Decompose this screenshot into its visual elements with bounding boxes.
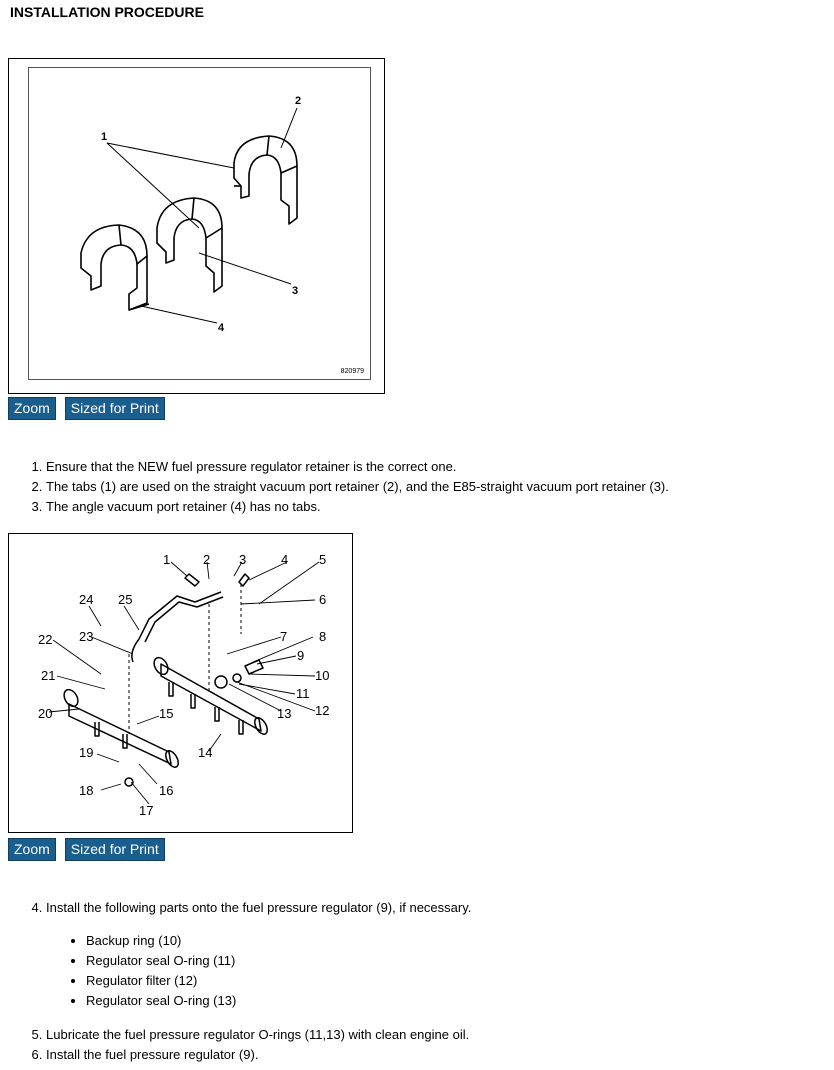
callout-4: 4 — [218, 322, 225, 334]
steps-list-3 — [8, 1025, 469, 1065]
step-6: 6. Install the fuel pressure regulator (9). — [46, 1045, 469, 1065]
callout-7: 7 — [280, 629, 288, 644]
callout-2: 2 — [203, 552, 211, 567]
callout-2: 2 — [295, 95, 302, 107]
callout-5: 5 — [319, 552, 327, 567]
callout-4: 4 — [281, 552, 289, 567]
callout-17: 17 — [139, 803, 154, 818]
callout-16: 16 — [159, 783, 174, 798]
callout-25: 25 — [118, 592, 133, 607]
page-title: INSTALLATION PROCEDURE — [10, 4, 204, 20]
steps-list-1 — [8, 457, 669, 517]
callout-1: 1 — [101, 131, 108, 143]
callout-6: 6 — [319, 592, 327, 607]
step-3: 3. The angle vacuum port retainer (4) has no tabs. — [46, 497, 669, 517]
sized-for-print-button[interactable]: Sized for Print — [65, 397, 165, 420]
callout-3: 3 — [239, 552, 247, 567]
figure2-actions — [8, 838, 165, 861]
step-1: 1. Ensure that the NEW fuel pressure regulator retainer is the correct one. — [46, 457, 669, 477]
callout-21: 21 — [41, 668, 56, 683]
part-item: • Regulator filter (12) — [86, 971, 236, 991]
fuel-rail-drawing — [9, 534, 352, 832]
callout-3: 3 — [292, 285, 299, 297]
fuel-rail-illustration — [8, 533, 353, 833]
callout-10: 10 — [315, 668, 330, 683]
zoom-button[interactable]: Zoom — [8, 397, 56, 420]
callout-18: 18 — [79, 783, 94, 798]
callout-11: 11 — [296, 686, 310, 701]
retainer-drawing — [29, 68, 370, 379]
figure-id: 820979 — [340, 368, 364, 375]
step-2: 2. The tabs (1) are used on the straight vacuum port retainer (2), and the E85-straight vacuum port retainer (3). — [46, 477, 669, 497]
callout-15: 15 — [159, 706, 174, 721]
part-item: • Regulator seal O-ring (13) — [86, 991, 236, 1011]
parts-list — [48, 931, 236, 1011]
retainer-illustration-frame — [28, 67, 371, 380]
callout-20: 20 — [38, 706, 53, 721]
step-5: 5. Lubricate the fuel pressure regulator O-rings (11,13) with clean engine oil. — [46, 1025, 469, 1045]
callout-13: 13 — [277, 706, 292, 721]
part-item: • Backup ring (10) — [86, 931, 236, 951]
steps-list-2 — [8, 898, 471, 918]
zoom-button[interactable]: Zoom — [8, 838, 56, 861]
callout-22: 22 — [38, 632, 53, 647]
sized-for-print-button[interactable]: Sized for Print — [65, 838, 165, 861]
part-item: • Regulator seal O-ring (11) — [86, 951, 236, 971]
step-4: 4. Install the following parts onto the fuel pressure regulator (9), if necessary. — [46, 898, 471, 918]
figure1-actions — [8, 397, 165, 420]
callout-12: 12 — [315, 703, 330, 718]
callout-24: 24 — [79, 592, 94, 607]
callout-19: 19 — [79, 745, 94, 760]
retainer-illustration — [8, 58, 385, 394]
callout-14: 14 — [198, 745, 213, 760]
callout-23: 23 — [79, 629, 94, 644]
callout-1: 1 — [163, 552, 171, 567]
callout-8: 8 — [319, 629, 327, 644]
callout-9: 9 — [297, 648, 305, 663]
